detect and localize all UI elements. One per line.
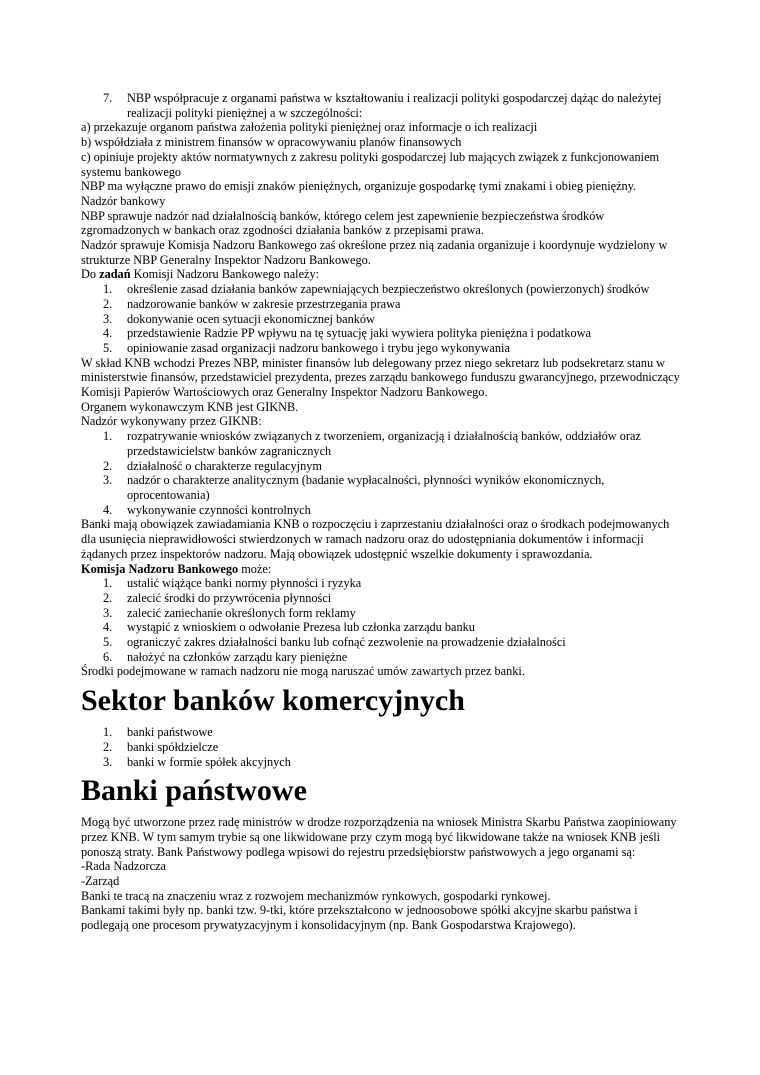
section-label: Nadzór bankowy xyxy=(81,193,166,208)
list-item xyxy=(81,620,681,635)
list-item-text: wystąpić z wnioskiem o odwołanie Prezesa lub członka zarządu banku xyxy=(127,620,475,635)
list-number: 4. xyxy=(103,502,113,517)
paragraph: b) współdziała z ministrem finansów w opracowywaniu planów finansowych xyxy=(81,135,462,150)
list-number: 2. xyxy=(103,739,113,754)
list-item xyxy=(81,635,681,650)
list-item xyxy=(81,725,681,740)
list-number: 6. xyxy=(103,649,113,664)
paragraph: NBP sprawuje nadzór nad działalnością banków, którego celem jest zapewnienie bezpieczeństwa środków zgromadzonych w bankach oraz zgodności działania banków z przepisami prawa. xyxy=(81,208,605,238)
list-number: 1. xyxy=(103,725,113,740)
list-item xyxy=(81,326,681,341)
list-item xyxy=(81,650,681,665)
list-item-text: nadzór o charakterze analitycznym (badanie wypłacalności, płynności wyników ekonomicznych, oprocentowania) xyxy=(127,473,605,502)
list-number: 5. xyxy=(103,635,113,650)
list-number: 1. xyxy=(103,429,113,444)
intro-list xyxy=(81,91,681,120)
tasks-intro xyxy=(81,267,681,282)
list-item-text: banki państwowe xyxy=(127,725,213,740)
paragraph: a) przekazuje organom państwa założenia polityki pieniężnej oraz informacje o ich realizacji xyxy=(81,120,538,135)
list-item xyxy=(81,740,681,755)
list-item xyxy=(81,459,681,474)
list-number: 3. xyxy=(103,754,113,769)
list-number: 5. xyxy=(103,340,113,355)
bold-text: Komisja Nadzoru Bankowego xyxy=(81,561,239,576)
list-item-text: NBP współpracuje z organami państwa w kształtowaniu i realizacji polityki gospodarczej dążąc do należytej realizacji polityki pieniężnej a w szczególności: xyxy=(127,91,662,120)
list-number: 3. xyxy=(103,311,113,326)
paragraph: Mogą być utworzone przez radę ministrów w drodze rozporządzenia na wniosek Ministra Skarbu Państwa zaopiniowany przez KNB. W tym samym trybie są one likwidowane przy czym mogą być likwidowane także na wniosek KNB jeśli ponoszą straty. Bank Państwowy podlega wpisowi do rejestru przedsiębiorstw państwowych a jego organami są: xyxy=(81,815,677,859)
list-item-text: przedstawienie Radzie PP wpływu na tę sytuację jaki wywiera polityka pieniężna i podatkowa xyxy=(127,326,591,341)
list-number: 7. xyxy=(103,91,113,105)
list-item-text: wykonywanie czynności kontrolnych xyxy=(127,502,311,517)
list-number: 1. xyxy=(103,576,113,591)
list-item xyxy=(81,282,681,297)
text-run: Komisji Nadzoru Bankowego należy: xyxy=(130,267,320,282)
paragraph: -Rada Nadzorcza xyxy=(81,859,166,874)
list-item xyxy=(81,755,681,770)
list-item xyxy=(81,591,681,606)
list-item-text: nadzorowanie banków w zakresie przestrzegania prawa xyxy=(127,296,401,311)
list-item xyxy=(81,297,681,312)
list-item-text: dokonywanie ocen sytuacji ekonomicznej banków xyxy=(127,311,375,326)
list-item xyxy=(81,312,681,327)
giknb-list xyxy=(81,429,681,517)
list-item-text: zalecić środki do przywrócenia płynności xyxy=(127,590,332,605)
list-number: 2. xyxy=(103,296,113,311)
paragraph: Banki te tracą na znaczeniu wraz z rozwojem mechanizmów rynkowych, gospodarki rynkowej. xyxy=(81,888,551,903)
sector-list xyxy=(81,725,681,769)
list-item-text: rozpatrywanie wniosków związanych z tworzeniem, organizacją i działalnością banków, oddziałów oraz przedstawicielstw banków zagranicznych xyxy=(127,429,641,458)
text-run: może: xyxy=(238,561,272,576)
paragraph: Organem wykonawczym KNB jest GIKNB. xyxy=(81,399,299,414)
text-run: Do xyxy=(81,267,100,282)
list-item-text: określenie zasad działania banków zapewniających bezpieczeństwo określonych (powierzonych) środków xyxy=(127,282,650,297)
list-item xyxy=(81,576,681,591)
paragraph: NBP ma wyłączne prawo do emisji znaków pieniężnych, organizuje gospodarkę tymi znakami i obieg pieniężny. xyxy=(81,179,637,194)
paragraph: Banki mają obowiązek zawiadamiania KNB o rozpoczęciu i zaprzestaniu działalności oraz o środkach podejmowanych dla usunięcia nieprawidłowości stwierdzonych w ramach nadzoru oraz do udostępniania dokumentów i informacji żądanych przez inspektorów nadzoru. Mają obowiązek udostępnić wszelkie dokumenty i sprawozdania. xyxy=(81,517,670,561)
list-number: 2. xyxy=(103,590,113,605)
list-number: 3. xyxy=(103,473,113,488)
knb-can-list xyxy=(81,576,681,664)
section-heading-state-banks: Banki państwowe xyxy=(81,774,307,808)
list-item xyxy=(81,341,681,356)
list-item-text: opiniowanie zasad organizacji nadzoru bankowego i trybu jego wykonywania xyxy=(127,340,510,355)
paragraph: Nadzór wykonywany przez GIKNB: xyxy=(81,414,262,429)
list-number: 4. xyxy=(103,326,113,341)
tasks-list xyxy=(81,282,681,356)
list-item xyxy=(81,91,681,120)
list-number: 1. xyxy=(103,282,113,297)
list-number: 2. xyxy=(103,458,113,473)
list-item-text: działalność o charakterze regulacyjnym xyxy=(127,458,322,473)
paragraph: c) opiniuje projekty aktów normatywnych z zakresu polityki gospodarczej lub mających związek z funkcjonowaniem systemu bankowego xyxy=(81,149,660,179)
list-item-text: ograniczyć zakres działalności banku lub cofnąć zezwolenie na prowadzenie działalności xyxy=(127,635,566,650)
list-item-text: banki spółdzielcze xyxy=(127,739,219,754)
list-item-text: ustalić wiążące banki normy płynności i ryzyka xyxy=(127,576,362,591)
list-number: 3. xyxy=(103,605,113,620)
list-item-text: nałożyć na członków zarządu kary pieniężne xyxy=(127,649,348,664)
bold-text: zadań xyxy=(99,267,131,282)
list-item xyxy=(81,606,681,621)
paragraph: Środki podejmowane w ramach nadzoru nie mogą naruszać umów zawartych przez banki. xyxy=(81,664,525,679)
section-heading-commercial-banks: Sektor banków komercyjnych xyxy=(81,684,465,718)
list-item xyxy=(81,473,681,502)
list-number: 4. xyxy=(103,620,113,635)
list-item xyxy=(81,429,681,458)
list-item xyxy=(81,503,681,518)
knb-can-intro xyxy=(81,562,681,577)
paragraph: Nadzór sprawuje Komisja Nadzoru Bankowego zaś określone przez nią zadania organizuje i koordynuje wydzielony w strukturze NBP Generalny Inspektor Nadzoru Bankowego. xyxy=(81,238,668,267)
paragraph: Bankami takimi były np. banki tzw. 9-tki, które przekształcono w jednoosobowe spółki akcyjne skarbu państwa i podlegają one procesom prywatyzacyjnym i konsolidacyjnym (np. Bank Gospodarstwa Krajowego). xyxy=(81,903,638,933)
list-item-text: banki w formie spółek akcyjnych xyxy=(127,754,291,769)
paragraph: W skład KNB wchodzi Prezes NBP, minister finansów lub delegowany przez niego sekretarz lub podsekretarz stanu w ministerstwie finansów, przedstawiciel prezydenta, prezes zarządu bankowego funduszu gwarancyjnego, przewodniczący Komisji Papierów Wartościowych oraz Generalny Inspektor Nadzoru Bankowego. xyxy=(81,355,680,400)
paragraph: -Zarząd xyxy=(81,874,120,889)
list-item-text: zalecić zaniechanie określonych form reklamy xyxy=(127,605,356,620)
document-page xyxy=(81,91,681,933)
